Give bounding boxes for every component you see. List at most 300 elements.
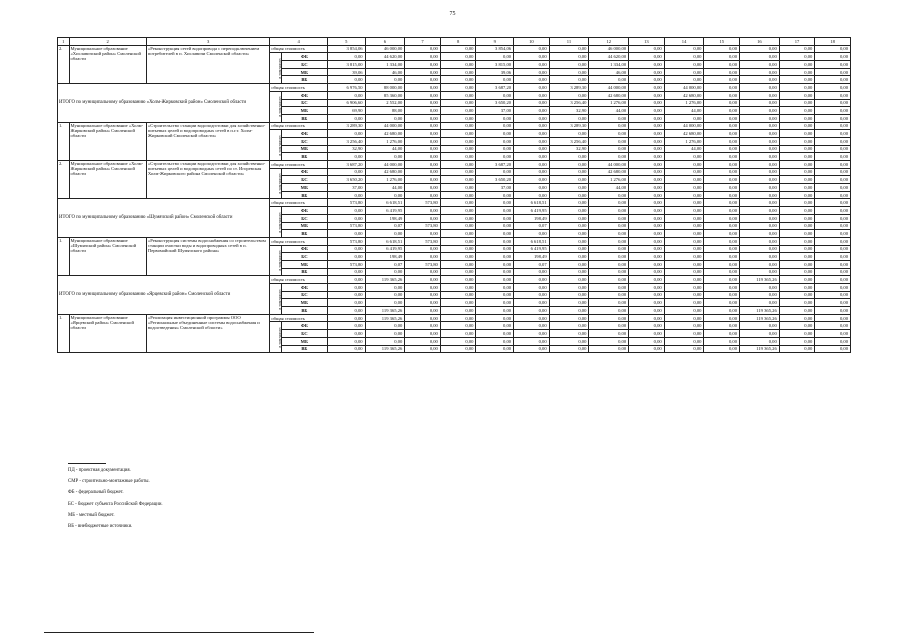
note-line: БС - бюджет субъекта Российской Федерации.	[68, 501, 163, 507]
value-cell: 0,00	[629, 191, 665, 199]
page-number: 75	[449, 11, 456, 17]
value-cell: 0,00	[440, 337, 476, 345]
value-cell: 0,00	[514, 68, 550, 76]
value-cell: 573,80	[327, 199, 365, 207]
value-cell: 0,00	[476, 307, 514, 315]
value-cell: 0,00	[815, 99, 851, 107]
value-cell: 0,00	[704, 284, 740, 292]
including-text: в том числе:	[277, 96, 283, 118]
value-cell: 0,00	[440, 184, 476, 192]
including-vertical-label	[270, 91, 282, 122]
value-cell: 0,00	[327, 245, 365, 253]
value-cell: 1 276,00	[589, 176, 629, 184]
value-cell: 0,00	[440, 107, 476, 115]
value-cell: 0,00	[704, 153, 740, 161]
value-cell: 0,00	[476, 253, 514, 261]
value-cell: 0,00	[549, 330, 589, 338]
cost-total-label: общая стоимость	[270, 84, 328, 92]
value-cell: 0,00	[476, 137, 514, 145]
value-cell: 0,00	[405, 107, 441, 115]
value-cell: 0,00	[815, 199, 851, 207]
page-footer-rule	[44, 632, 314, 633]
value-cell: 0,00	[589, 76, 629, 84]
value-cell: 0,00	[629, 199, 665, 207]
value-cell: 46,00	[589, 68, 629, 76]
including-text: в том числе:	[277, 326, 283, 348]
value-cell: 0,00	[476, 284, 514, 292]
value-cell: 0,00	[405, 161, 441, 169]
value-cell: 0,00	[514, 291, 550, 299]
value-cell: 0,00	[815, 84, 851, 92]
value-cell: 0,00	[405, 61, 441, 69]
value-cell: 0,00	[440, 191, 476, 199]
value-cell: 0,00	[664, 199, 704, 207]
value-cell: 0,00	[365, 153, 405, 161]
value-cell: 42 680,00	[365, 130, 405, 138]
column-number: 3	[146, 38, 269, 46]
value-cell: 0,00	[327, 322, 365, 330]
value-cell: 119 365,26	[740, 314, 780, 322]
value-cell: 0,00	[629, 337, 665, 345]
value-cell: 0,00	[440, 161, 476, 169]
project-description: «Реконструкция сетей водопровода с переподключением потребителей в п. Хиславичи Смоленской области»	[146, 45, 269, 83]
value-cell: 0,00	[327, 214, 365, 222]
funding-source-label: БС	[281, 330, 327, 338]
value-cell: 0,00	[327, 345, 365, 353]
value-cell: 0,00	[740, 45, 780, 53]
value-cell: 0,00	[779, 314, 815, 322]
value-cell: 0,00	[476, 153, 514, 161]
value-cell: 0,00	[549, 130, 589, 138]
project-row	[58, 237, 851, 245]
value-cell: 0,00	[704, 184, 740, 192]
value-cell: 0,00	[405, 137, 441, 145]
value-cell: 573,80	[327, 222, 365, 230]
value-cell: 3 256,40	[327, 137, 365, 145]
value-cell: 0,00	[664, 176, 704, 184]
value-cell: 0,00	[549, 291, 589, 299]
value-cell: 3 289,30	[327, 122, 365, 130]
cost-total-label: общая стоимость	[270, 161, 328, 169]
value-cell: 0,00	[549, 260, 589, 268]
funding-source-label: МБ	[281, 222, 327, 230]
value-cell: 0,00	[440, 214, 476, 222]
funding-source-label: МБ	[281, 68, 327, 76]
value-cell: 0,00	[815, 122, 851, 130]
value-cell: 0,00	[815, 260, 851, 268]
value-cell: 0,00	[549, 161, 589, 169]
value-cell: 0,00	[664, 45, 704, 53]
value-cell: 0,00	[779, 291, 815, 299]
value-cell: 0,00	[704, 330, 740, 338]
value-cell: 0,00	[327, 207, 365, 215]
value-cell: 0,00	[779, 76, 815, 84]
column-number: 9	[476, 38, 514, 46]
column-number: 16	[740, 38, 780, 46]
value-cell: 0,00	[327, 314, 365, 322]
cost-total-label: общая стоимость	[270, 276, 328, 284]
value-cell: 0,00	[589, 299, 629, 307]
table-body	[58, 45, 851, 353]
value-cell: 0,00	[779, 61, 815, 69]
including-vertical-label	[270, 322, 282, 353]
value-cell: 0,00	[740, 330, 780, 338]
including-vertical-label	[270, 53, 282, 84]
value-cell: 0,00	[514, 176, 550, 184]
column-number: 14	[664, 38, 704, 46]
value-cell: 44,00	[365, 184, 405, 192]
value-cell: 44 000,00	[365, 161, 405, 169]
value-cell: 0,00	[629, 330, 665, 338]
column-number: 1	[58, 38, 70, 46]
value-cell: 0,00	[476, 199, 514, 207]
value-cell: 0,00	[629, 284, 665, 292]
value-cell: 0,00	[740, 260, 780, 268]
value-cell: 44 000,00	[365, 122, 405, 130]
including-vertical-label	[270, 130, 282, 161]
funding-source-label: МБ	[281, 184, 327, 192]
value-cell: 0,00	[815, 168, 851, 176]
including-text: в том числе:	[277, 250, 283, 271]
value-cell: 0,00	[779, 99, 815, 107]
value-cell: 0,00	[405, 130, 441, 138]
value-cell: 0,00	[704, 337, 740, 345]
including-text: в том числе:	[277, 57, 283, 79]
value-cell: 0,00	[440, 230, 476, 238]
value-cell: 0,00	[589, 307, 629, 315]
value-cell: 0,00	[629, 314, 665, 322]
column-number: 17	[779, 38, 815, 46]
value-cell: 42 680,00	[365, 168, 405, 176]
value-cell: 0,00	[815, 299, 851, 307]
value-cell: 0,00	[440, 137, 476, 145]
funding-source-label: ФБ	[281, 284, 327, 292]
value-cell: 0,00	[549, 91, 589, 99]
value-cell: 0,00	[405, 99, 441, 107]
value-cell: 0,00	[740, 230, 780, 238]
value-cell: 44,00	[664, 107, 704, 115]
value-cell: 0,00	[704, 237, 740, 245]
value-cell: 0,00	[440, 53, 476, 61]
value-cell: 0,00	[664, 207, 704, 215]
value-cell: 0,00	[779, 114, 815, 122]
value-cell: 0,00	[365, 330, 405, 338]
value-cell: 1 276,00	[664, 99, 704, 107]
value-cell: 0,00	[704, 61, 740, 69]
value-cell: 0,00	[476, 276, 514, 284]
value-cell: 0,00	[405, 337, 441, 345]
value-cell: 0,00	[405, 76, 441, 84]
value-cell: 69,90	[327, 107, 365, 115]
value-cell: 0,00	[779, 184, 815, 192]
value-cell: 0,00	[704, 260, 740, 268]
value-cell: 0,00	[704, 276, 740, 284]
value-cell: 0,00	[815, 276, 851, 284]
value-cell: 0,00	[629, 214, 665, 222]
value-cell: 3 687,20	[327, 161, 365, 169]
value-cell: 0,00	[704, 199, 740, 207]
value-cell: 0,00	[514, 114, 550, 122]
value-cell: 0,00	[549, 53, 589, 61]
funding-source-label: ФБ	[281, 207, 327, 215]
column-number: 13	[629, 38, 665, 46]
value-cell: 0,00	[704, 114, 740, 122]
value-cell: 3 289,30	[549, 84, 589, 92]
value-cell: 0,00	[704, 45, 740, 53]
value-cell: 0,00	[629, 153, 665, 161]
value-cell: 573,80	[405, 260, 441, 268]
value-cell: 0,00	[514, 137, 550, 145]
value-cell: 39,06	[476, 68, 514, 76]
value-cell: 0,00	[815, 184, 851, 192]
value-cell: 0,00	[779, 245, 815, 253]
value-cell: 0,00	[779, 337, 815, 345]
value-cell: 0,00	[514, 53, 550, 61]
value-cell: 0,00	[779, 107, 815, 115]
value-cell: 0,00	[779, 284, 815, 292]
value-cell: 3 650,20	[476, 176, 514, 184]
value-cell: 0,00	[629, 76, 665, 84]
value-cell: 46 000,00	[589, 45, 629, 53]
value-cell: 46,00	[365, 68, 405, 76]
value-cell: 0,00	[405, 322, 441, 330]
value-cell: 119 365,26	[365, 345, 405, 353]
value-cell: 0,00	[629, 53, 665, 61]
value-cell: 0,00	[779, 260, 815, 268]
value-cell: 0,00	[704, 299, 740, 307]
column-number: 11	[549, 38, 589, 46]
value-cell: 198,49	[514, 253, 550, 261]
funding-source-label: МБ	[281, 337, 327, 345]
funding-source-label: ВБ	[281, 345, 327, 353]
value-cell: 0,00	[549, 276, 589, 284]
value-cell: 0,00	[440, 99, 476, 107]
value-cell: 44 620,00	[365, 53, 405, 61]
value-cell: 0,00	[629, 68, 665, 76]
value-cell: 0,00	[327, 276, 365, 284]
funding-source-label: БС	[281, 99, 327, 107]
value-cell: 0,00	[664, 237, 704, 245]
value-cell: 0,00	[704, 84, 740, 92]
value-cell: 0,00	[405, 330, 441, 338]
value-cell: 0,00	[664, 53, 704, 61]
value-cell: 0,00	[704, 145, 740, 153]
value-cell: 0,00	[664, 307, 704, 315]
value-cell: 0,00	[514, 191, 550, 199]
value-cell: 0,00	[779, 253, 815, 261]
value-cell: 0,00	[589, 245, 629, 253]
value-cell: 0,00	[440, 345, 476, 353]
value-cell: 0,00	[327, 153, 365, 161]
value-cell: 0,00	[476, 322, 514, 330]
value-cell: 0,00	[779, 145, 815, 153]
funding-source-label: ФБ	[281, 53, 327, 61]
value-cell: 0,00	[815, 107, 851, 115]
value-cell: 0,00	[549, 245, 589, 253]
value-cell: 0,00	[476, 345, 514, 353]
value-cell: 0,00	[514, 322, 550, 330]
value-cell: 0,00	[779, 322, 815, 330]
column-number: 18	[815, 38, 851, 46]
value-cell: 0,00	[740, 322, 780, 330]
value-cell: 32,90	[327, 145, 365, 153]
value-cell: 0,00	[740, 291, 780, 299]
value-cell: 0,00	[589, 145, 629, 153]
value-cell: 0,00	[549, 253, 589, 261]
funding-source-label: БС	[281, 61, 327, 69]
value-cell: 0,00	[815, 322, 851, 330]
value-cell: 0,00	[589, 314, 629, 322]
value-cell: 0,00	[629, 222, 665, 230]
column-number: 4	[270, 38, 328, 46]
value-cell: 0,00	[589, 291, 629, 299]
value-cell: 1 276,00	[365, 176, 405, 184]
value-cell: 0,00	[815, 237, 851, 245]
value-cell: 46 000,00	[365, 45, 405, 53]
value-cell: 0,00	[629, 107, 665, 115]
value-cell: 0,00	[589, 207, 629, 215]
value-cell: 0,00	[365, 299, 405, 307]
funding-source-label: ВБ	[281, 268, 327, 276]
value-cell: 0,00	[405, 184, 441, 192]
value-cell: 0,00	[476, 230, 514, 238]
value-cell: 0,00	[405, 153, 441, 161]
value-cell: 0,00	[740, 176, 780, 184]
value-cell: 0,00	[476, 260, 514, 268]
row-number: 2.	[58, 45, 70, 83]
value-cell: 0,00	[815, 114, 851, 122]
value-cell: 0,00	[327, 191, 365, 199]
value-cell: 0,00	[549, 314, 589, 322]
value-cell: 0,00	[629, 91, 665, 99]
funding-source-label: ВБ	[281, 114, 327, 122]
value-cell: 0,00	[704, 176, 740, 184]
column-number: 5	[327, 38, 365, 46]
total-label: ИТОГО по муниципальному образованию «Шумячский район» Смоленской области	[58, 199, 270, 237]
value-cell: 44,00	[664, 145, 704, 153]
value-cell: 0,00	[629, 237, 665, 245]
value-cell: 0,00	[740, 337, 780, 345]
value-cell: 0,00	[740, 161, 780, 169]
value-cell: 0,00	[779, 330, 815, 338]
value-cell: 0,00	[476, 237, 514, 245]
funding-source-label: ВБ	[281, 191, 327, 199]
value-cell: 0,00	[779, 276, 815, 284]
value-cell: 0,00	[664, 191, 704, 199]
value-cell: 0,00	[476, 299, 514, 307]
value-cell: 0,00	[440, 176, 476, 184]
value-cell: 0,00	[664, 268, 704, 276]
value-cell: 0,00	[549, 284, 589, 292]
value-cell: 0,00	[664, 214, 704, 222]
value-cell: 0,00	[514, 345, 550, 353]
column-number: 12	[589, 38, 629, 46]
value-cell: 0,00	[589, 114, 629, 122]
value-cell: 0,00	[664, 253, 704, 261]
value-cell: 0,00	[476, 168, 514, 176]
value-cell: 0,00	[476, 330, 514, 338]
value-cell: 0,00	[327, 337, 365, 345]
value-cell: 0,00	[476, 245, 514, 253]
value-cell: 573,80	[327, 260, 365, 268]
row-number: 2.	[58, 161, 70, 199]
value-cell: 0,00	[549, 76, 589, 84]
value-cell: 0,00	[440, 268, 476, 276]
value-cell: 0,00	[514, 107, 550, 115]
value-cell: 0,00	[476, 268, 514, 276]
abbreviation-notes	[68, 463, 163, 532]
value-cell: 0,00	[815, 245, 851, 253]
value-cell: 0,00	[327, 91, 365, 99]
value-cell: 0,00	[440, 114, 476, 122]
value-cell: 0,00	[514, 168, 550, 176]
value-cell: 0,00	[740, 84, 780, 92]
project-description: «Строительство станции водоподготовки для хозяйственно-питьевых целей и водопроводных сетей в п.г.т. Холм-Жирковский Смоленской области»	[146, 122, 269, 160]
value-cell: 0,00	[549, 68, 589, 76]
value-cell: 0,00	[815, 314, 851, 322]
value-cell: 0,00	[740, 107, 780, 115]
value-cell: 0,00	[405, 207, 441, 215]
value-cell: 0,00	[549, 307, 589, 315]
value-cell: 0,00	[405, 253, 441, 261]
value-cell: 0,00	[405, 122, 441, 130]
value-cell: 0,00	[815, 337, 851, 345]
value-cell: 0,00	[405, 191, 441, 199]
value-cell: 0,00	[664, 337, 704, 345]
value-cell: 3 256,40	[549, 99, 589, 107]
column-number-row	[58, 38, 851, 46]
value-cell: 0,00	[514, 314, 550, 322]
value-cell: 0,00	[405, 114, 441, 122]
value-cell: 6 618,51	[514, 237, 550, 245]
value-cell: 0,00	[327, 299, 365, 307]
value-cell: 0,00	[327, 253, 365, 261]
value-cell: 6 906,60	[327, 99, 365, 107]
value-cell: 0,00	[704, 76, 740, 84]
value-cell: 0,00	[779, 299, 815, 307]
value-cell: 0,00	[589, 214, 629, 222]
value-cell: 0,00	[589, 284, 629, 292]
value-cell: 0,00	[779, 268, 815, 276]
value-cell: 0,00	[779, 153, 815, 161]
value-cell: 0,00	[740, 99, 780, 107]
value-cell: 198,49	[365, 214, 405, 222]
value-cell: 0,00	[476, 91, 514, 99]
value-cell: 0,00	[740, 207, 780, 215]
value-cell: 0,00	[779, 122, 815, 130]
funding-source-label: ВБ	[281, 230, 327, 238]
municipality-name: Муниципальное образование «Холм-Жирковский район» Смоленской области	[69, 122, 146, 160]
value-cell: 44 620,00	[589, 53, 629, 61]
value-cell: 0,00	[815, 284, 851, 292]
cost-total-label: общая стоимость	[270, 122, 328, 130]
value-cell: 0,00	[664, 314, 704, 322]
value-cell: 0,00	[440, 76, 476, 84]
value-cell: 0,00	[664, 184, 704, 192]
value-cell: 0,00	[815, 222, 851, 230]
value-cell: 42 680,00	[664, 91, 704, 99]
row-number: 1.	[58, 237, 70, 275]
including-vertical-label	[270, 245, 282, 276]
value-cell: 0,00	[514, 268, 550, 276]
value-cell: 0,00	[779, 307, 815, 315]
value-cell: 0,00	[549, 222, 589, 230]
value-cell: 0,00	[664, 168, 704, 176]
project-row	[58, 161, 851, 169]
value-cell: 0,00	[664, 345, 704, 353]
total-row	[58, 199, 851, 207]
value-cell: 0,00	[440, 253, 476, 261]
